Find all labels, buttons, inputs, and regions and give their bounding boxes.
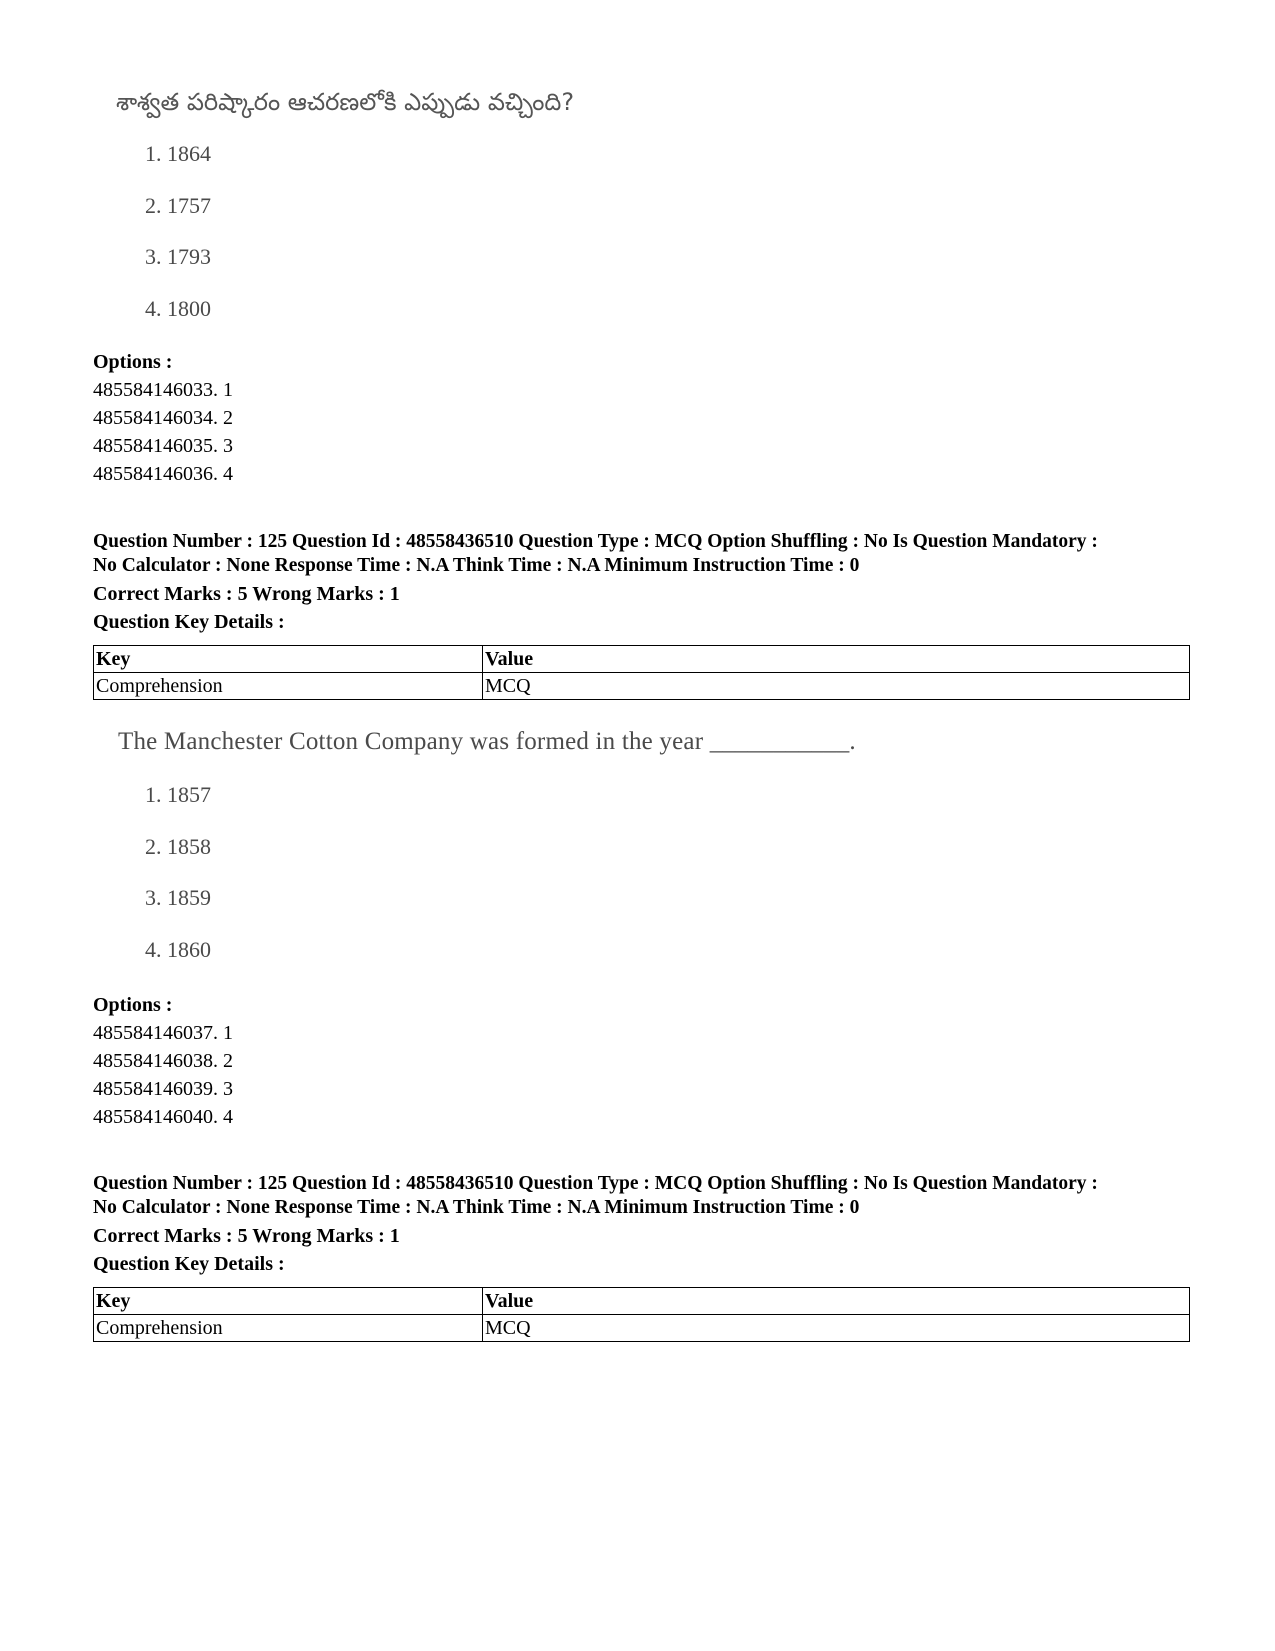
- table-header-key: Key: [94, 646, 483, 673]
- choice-2: 2. 1858: [145, 834, 211, 859]
- choice-1: 1. 1864: [145, 141, 211, 166]
- choice-2: 2. 1757: [145, 193, 211, 218]
- key-details-heading: Question Key Details :: [93, 1253, 285, 1275]
- choice-1: 1. 1857: [145, 782, 211, 807]
- question-info-line2: No Calculator : None Response Time : N.A Think Time : N.A Minimum Instruction Time : 0: [93, 1197, 860, 1218]
- question-info-line2: No Calculator : None Response Time : N.A Think Time : N.A Minimum Instruction Time : 0: [93, 555, 860, 576]
- question-text: The Manchester Cotton Company was formed in the year ___________.: [118, 728, 856, 755]
- question-info-line1: Question Number : 125 Question Id : 48558436510 Question Type : MCQ Option Shuffling : No Is Question Mandatory :: [93, 1173, 1098, 1194]
- key-details-table: [93, 645, 1190, 700]
- choice-4: 4. 1800: [145, 296, 211, 321]
- table-cell-value: MCQ: [483, 673, 1190, 700]
- table-cell-key: Comprehension: [94, 1315, 483, 1342]
- question-info-line1: Question Number : 125 Question Id : 48558436510 Question Type : MCQ Option Shuffling : No Is Question Mandatory :: [93, 531, 1098, 552]
- option-item: 485584146034. 2: [93, 407, 233, 429]
- option-item: 485584146033. 1: [93, 379, 233, 401]
- option-item: 485584146037. 1: [93, 1022, 233, 1044]
- table-cell-value: MCQ: [483, 1315, 1190, 1342]
- table-cell-key: Comprehension: [94, 673, 483, 700]
- option-item: 485584146036. 4: [93, 463, 233, 485]
- table-header-value: Value: [483, 1288, 1190, 1315]
- option-item: 485584146038. 2: [93, 1050, 233, 1072]
- option-item: 485584146039. 3: [93, 1078, 233, 1100]
- key-details-table: [93, 1287, 1190, 1342]
- choice-4: 4. 1860: [145, 937, 211, 962]
- choice-3: 3. 1793: [145, 244, 211, 269]
- option-item: 485584146040. 4: [93, 1106, 233, 1128]
- choice-3: 3. 1859: [145, 885, 211, 910]
- table-row: [94, 1315, 1190, 1342]
- options-heading: Options :: [93, 994, 173, 1016]
- key-details-heading: Question Key Details :: [93, 611, 285, 633]
- table-row: [94, 673, 1190, 700]
- table-header-value: Value: [483, 646, 1190, 673]
- options-heading: Options :: [93, 351, 173, 373]
- table-header-key: Key: [94, 1288, 483, 1315]
- option-item: 485584146035. 3: [93, 435, 233, 457]
- marks-line: Correct Marks : 5 Wrong Marks : 1: [93, 1225, 400, 1247]
- question-text: శాశ్వత పరిష్కారం ఆచరణలోకి ఎప్పుడు వచ్చింది?: [116, 88, 575, 116]
- marks-line: Correct Marks : 5 Wrong Marks : 1: [93, 583, 400, 605]
- table-header-row: [94, 646, 1190, 673]
- table-header-row: [94, 1288, 1190, 1315]
